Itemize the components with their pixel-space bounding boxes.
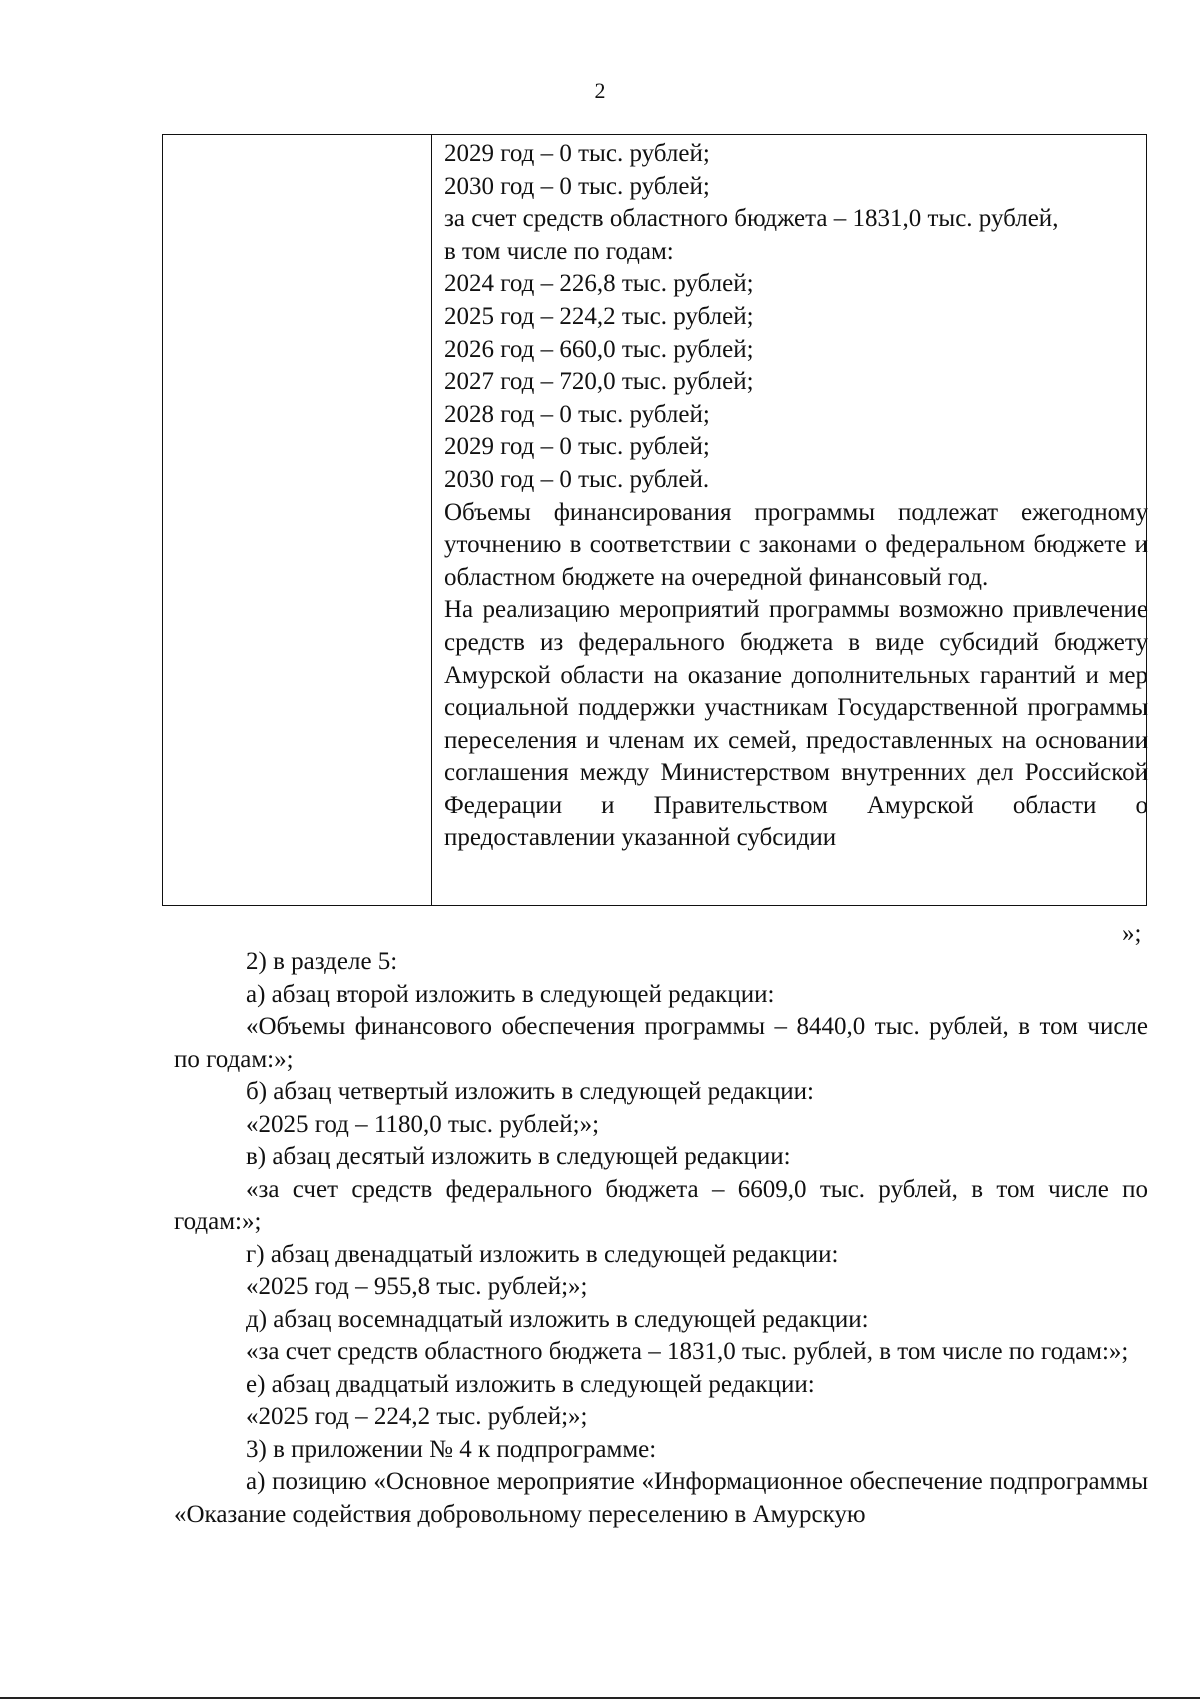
- body-paragraph: «2025 год – 1180,0 тыс. рублей;»;: [246, 1110, 600, 1138]
- table-line: 2029 год – 0 тыс. рублей;: [444, 140, 710, 167]
- body-paragraph: б) абзац четвертый изложить в следующей редакции:: [246, 1078, 814, 1105]
- scan-edge-line: [0, 1697, 1200, 1699]
- table-line: 2026 год – 660,0 тыс. рублей;: [444, 335, 754, 363]
- body-paragraph: а) позицию «Основное мероприятие «Информационное обеспечение подпрограммы «Оказание содействия добровольному переселению в Амурскую: [174, 1468, 1148, 1528]
- table-line: 2030 год – 0 тыс. рублей;: [444, 172, 710, 200]
- page-number: 2: [594, 78, 606, 103]
- table-line: 2027 год – 720,0 тыс. рублей;: [444, 368, 754, 396]
- table-line: 2028 год – 0 тыс. рублей;: [444, 400, 710, 428]
- body-paragraph: г) абзац двенадцатый изложить в следующей редакции:: [246, 1240, 839, 1268]
- body-paragraph: д) абзац восемнадцатый изложить в следующей редакции:: [246, 1305, 869, 1333]
- table-line: в том числе по годам:: [444, 237, 674, 265]
- table-column-divider: [431, 134, 432, 906]
- body-paragraph: а) абзац второй изложить в следующей редакции:: [246, 980, 775, 1008]
- table-line: 2024 год – 226,8 тыс. рублей;: [444, 270, 754, 298]
- body-paragraph: «2025 год – 224,2 тыс. рублей;»;: [246, 1403, 588, 1430]
- table-line: 2029 год – 0 тыс. рублей;: [444, 433, 710, 461]
- table-line: 2030 год – 0 тыс. рублей.: [444, 465, 710, 493]
- body-paragraph: е) абзац двадцатый изложить в следующей редакции:: [246, 1370, 815, 1398]
- table-line: за счет средств областного бюджета – 1831,0 тыс. рублей,: [444, 205, 1059, 233]
- body-paragraph: «за счет средств федерального бюджета – 6609,0 тыс. рублей, в том числе по годам:»;: [174, 1175, 1148, 1235]
- body-paragraph: в) абзац десятый изложить в следующей редакции:: [246, 1143, 791, 1170]
- body-paragraph: 2) в разделе 5:: [246, 948, 398, 975]
- table-paragraph-volumes: Объемы финансирования программы подлежат ежегодному уточнению в соответствии с законами о федеральном бюджете и областном бюджете на очередной финансовый год.: [444, 498, 1148, 591]
- body-paragraph: 3) в приложении № 4 к подпрограмме:: [246, 1435, 657, 1463]
- body-paragraph: «за счет средств областного бюджета – 1831,0 тыс. рублей, в том числе по годам:»;: [246, 1338, 1129, 1365]
- table-right-cell: [444, 138, 1148, 855]
- body-text: [174, 946, 1148, 1531]
- body-paragraph: «Объемы финансового обеспечения программы – 8440,0 тыс. рублей, в том числе по годам:»;: [174, 1013, 1148, 1073]
- table-paragraph-federal: На реализацию мероприятий программы возможно привлечение средств из федерального бюджета в виде субсидий бюджету Амурской области на оказание дополнительных гарантий и мер социальной поддержки участникам Государственной программы переселения и членам их семей, предоставленных на основании соглашения между Министерством внутренних дел Российской Федерации и Правительством Амурской области о предоставлении указанной субсидии: [444, 596, 1148, 852]
- body-paragraph: «2025 год – 955,8 тыс. рублей;»;: [246, 1273, 588, 1300]
- closing-quote: »;: [1122, 920, 1142, 947]
- table-line: 2025 год – 224,2 тыс. рублей;: [444, 302, 754, 330]
